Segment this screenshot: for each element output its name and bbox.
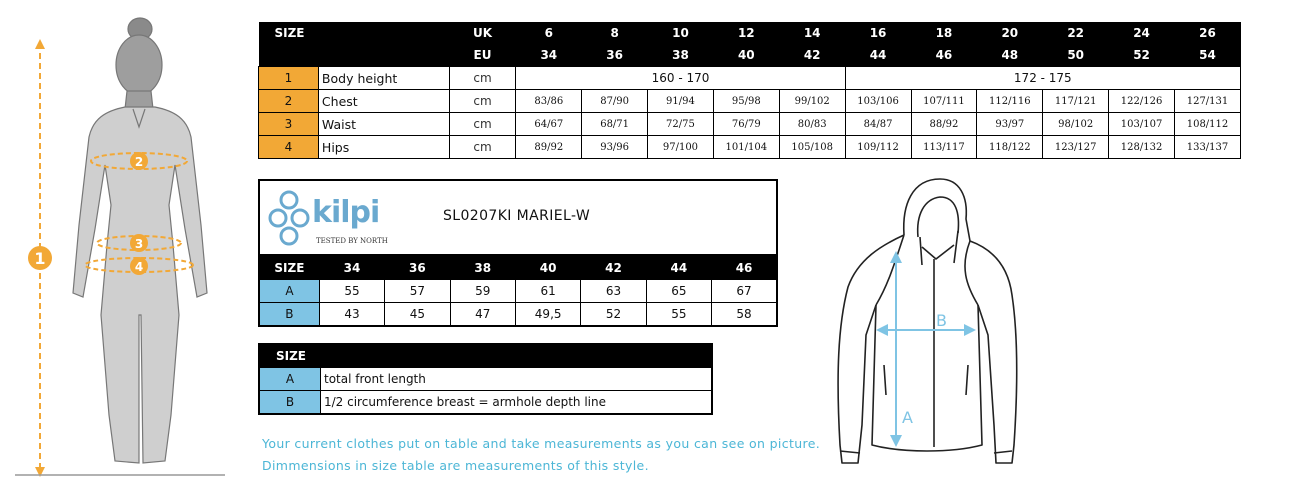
row-unit: cm	[449, 67, 516, 90]
cell: 55	[319, 280, 384, 303]
cell: 101/104	[713, 136, 779, 159]
jacket-label-a: A	[902, 408, 913, 427]
cell: 93/96	[582, 136, 648, 159]
cell: 99/102	[779, 90, 845, 113]
style-size-table	[258, 255, 778, 327]
kilpi-knot-logo	[268, 188, 310, 248]
eu-size: 46	[911, 44, 977, 67]
note-line-2: Dimmensions in size table are measurements of this style.	[262, 458, 649, 473]
cell: 107/111	[911, 90, 977, 113]
jacket-illustration	[832, 175, 1022, 485]
table-row-waist	[259, 113, 1241, 136]
cell: 118/122	[977, 136, 1043, 159]
size-col: 34	[319, 256, 384, 280]
cell: 43	[319, 303, 384, 327]
style-header-row	[259, 256, 777, 280]
eu-size: 44	[845, 44, 911, 67]
jacket-label-b: B	[936, 311, 947, 330]
eu-size: 54	[1175, 44, 1241, 67]
brand-logo-text: kilpi	[312, 195, 380, 230]
legend-desc: total front length	[321, 368, 713, 391]
row-index: 1	[259, 67, 319, 90]
cell: 112/116	[977, 90, 1043, 113]
legend-table	[258, 343, 713, 415]
eu-size: 40	[713, 44, 779, 67]
size-col: 44	[646, 256, 711, 280]
brand-box	[258, 179, 778, 256]
size-header: SIZE	[259, 256, 319, 280]
cell: 68/71	[582, 113, 648, 136]
uk-label: UK	[449, 22, 516, 44]
table-row-body-height	[259, 67, 1241, 90]
uk-size: 22	[1043, 22, 1109, 44]
legend-header-row	[259, 344, 712, 368]
size-table	[258, 22, 1241, 159]
cell: 103/106	[845, 90, 911, 113]
row-label: Hips	[318, 136, 449, 159]
cell: 55	[646, 303, 711, 327]
size-col: 38	[450, 256, 515, 280]
size-col: 46	[712, 256, 777, 280]
cell: 117/121	[1043, 90, 1109, 113]
uk-size: 8	[582, 22, 648, 44]
row-index: 4	[259, 136, 319, 159]
cell: 91/94	[648, 90, 714, 113]
table-row-b	[259, 303, 777, 327]
marker-1	[28, 246, 52, 270]
row-unit: cm	[449, 136, 516, 159]
cell: 59	[450, 280, 515, 303]
row-index: B	[259, 391, 321, 415]
uk-size: 20	[977, 22, 1043, 44]
cell: 80/83	[779, 113, 845, 136]
svg-text:4: 4	[134, 260, 144, 274]
cell: 113/117	[911, 136, 977, 159]
row-label: Chest	[318, 90, 449, 113]
uk-size: 18	[911, 22, 977, 44]
note-line-1: Your current clothes put on table and take measurements as you can see on picture.	[262, 436, 821, 451]
table-row-chest	[259, 90, 1241, 113]
size-header: SIZE	[259, 344, 712, 368]
model-name: SL0207KI MARIEL-W	[443, 208, 591, 224]
cell: 123/127	[1043, 136, 1109, 159]
eu-size: 38	[648, 44, 714, 67]
table-row-a	[259, 280, 777, 303]
row-index: 3	[259, 113, 319, 136]
brand-tagline: TESTED BY NORTH	[316, 237, 388, 245]
uk-size: 26	[1175, 22, 1241, 44]
cell: 122/126	[1109, 90, 1175, 113]
cell: 89/92	[516, 136, 582, 159]
cell: 105/108	[779, 136, 845, 159]
eu-row	[259, 44, 1241, 67]
cell: 83/86	[516, 90, 582, 113]
table-row-hips	[259, 136, 1241, 159]
eu-size: 50	[1043, 44, 1109, 67]
uk-size: 24	[1109, 22, 1175, 44]
cell: 103/107	[1109, 113, 1175, 136]
uk-size: 14	[779, 22, 845, 44]
size-col: 40	[515, 256, 580, 280]
cell: 98/102	[1043, 113, 1109, 136]
uk-row	[259, 22, 1241, 44]
height-range: 172 - 175	[845, 67, 1240, 90]
cell: 88/92	[911, 113, 977, 136]
cell: 47	[450, 303, 515, 327]
body-figure	[15, 15, 245, 480]
cell: 128/132	[1109, 136, 1175, 159]
cell: 133/137	[1175, 136, 1241, 159]
legend-desc: 1/2 circumference breast = armhole depth line	[321, 391, 713, 415]
row-index: 2	[259, 90, 319, 113]
eu-size: 36	[582, 44, 648, 67]
cell: 58	[712, 303, 777, 327]
size-col: 42	[581, 256, 646, 280]
row-index: A	[259, 368, 321, 391]
row-index: B	[259, 303, 319, 327]
eu-size: 48	[977, 44, 1043, 67]
size-header: SIZE	[259, 22, 319, 44]
cell: 127/131	[1175, 90, 1241, 113]
marker-3	[130, 234, 148, 252]
cell: 84/87	[845, 113, 911, 136]
eu-size: 34	[516, 44, 582, 67]
cell: 63	[581, 280, 646, 303]
uk-size: 10	[648, 22, 714, 44]
cell: 76/79	[713, 113, 779, 136]
cell: 87/90	[582, 90, 648, 113]
marker-4	[130, 257, 148, 275]
cell: 52	[581, 303, 646, 327]
cell: 97/100	[648, 136, 714, 159]
cell: 57	[385, 280, 450, 303]
row-label: Body height	[318, 67, 449, 90]
cell: 95/98	[713, 90, 779, 113]
cell: 72/75	[648, 113, 714, 136]
cell: 61	[515, 280, 580, 303]
svg-text:1: 1	[34, 249, 46, 268]
cell: 108/112	[1175, 113, 1241, 136]
row-label: Waist	[318, 113, 449, 136]
cell: 109/112	[845, 136, 911, 159]
uk-size: 16	[845, 22, 911, 44]
row-unit: cm	[449, 113, 516, 136]
legend-row-b	[259, 391, 712, 415]
svg-text:2: 2	[134, 155, 144, 169]
cell: 49,5	[515, 303, 580, 327]
legend-row-a	[259, 368, 712, 391]
cell: 64/67	[516, 113, 582, 136]
height-arrow-top	[35, 39, 45, 49]
svg-text:3: 3	[134, 237, 144, 251]
size-col: 36	[385, 256, 450, 280]
cell: 65	[646, 280, 711, 303]
uk-size: 12	[713, 22, 779, 44]
eu-size: 52	[1109, 44, 1175, 67]
eu-label: EU	[449, 44, 516, 67]
marker-2	[130, 152, 148, 170]
height-range: 160 - 170	[516, 67, 845, 90]
cell: 93/97	[977, 113, 1043, 136]
row-index: A	[259, 280, 319, 303]
cell: 45	[385, 303, 450, 327]
uk-size: 6	[516, 22, 582, 44]
eu-size: 42	[779, 44, 845, 67]
cell: 67	[712, 280, 777, 303]
row-unit: cm	[449, 90, 516, 113]
